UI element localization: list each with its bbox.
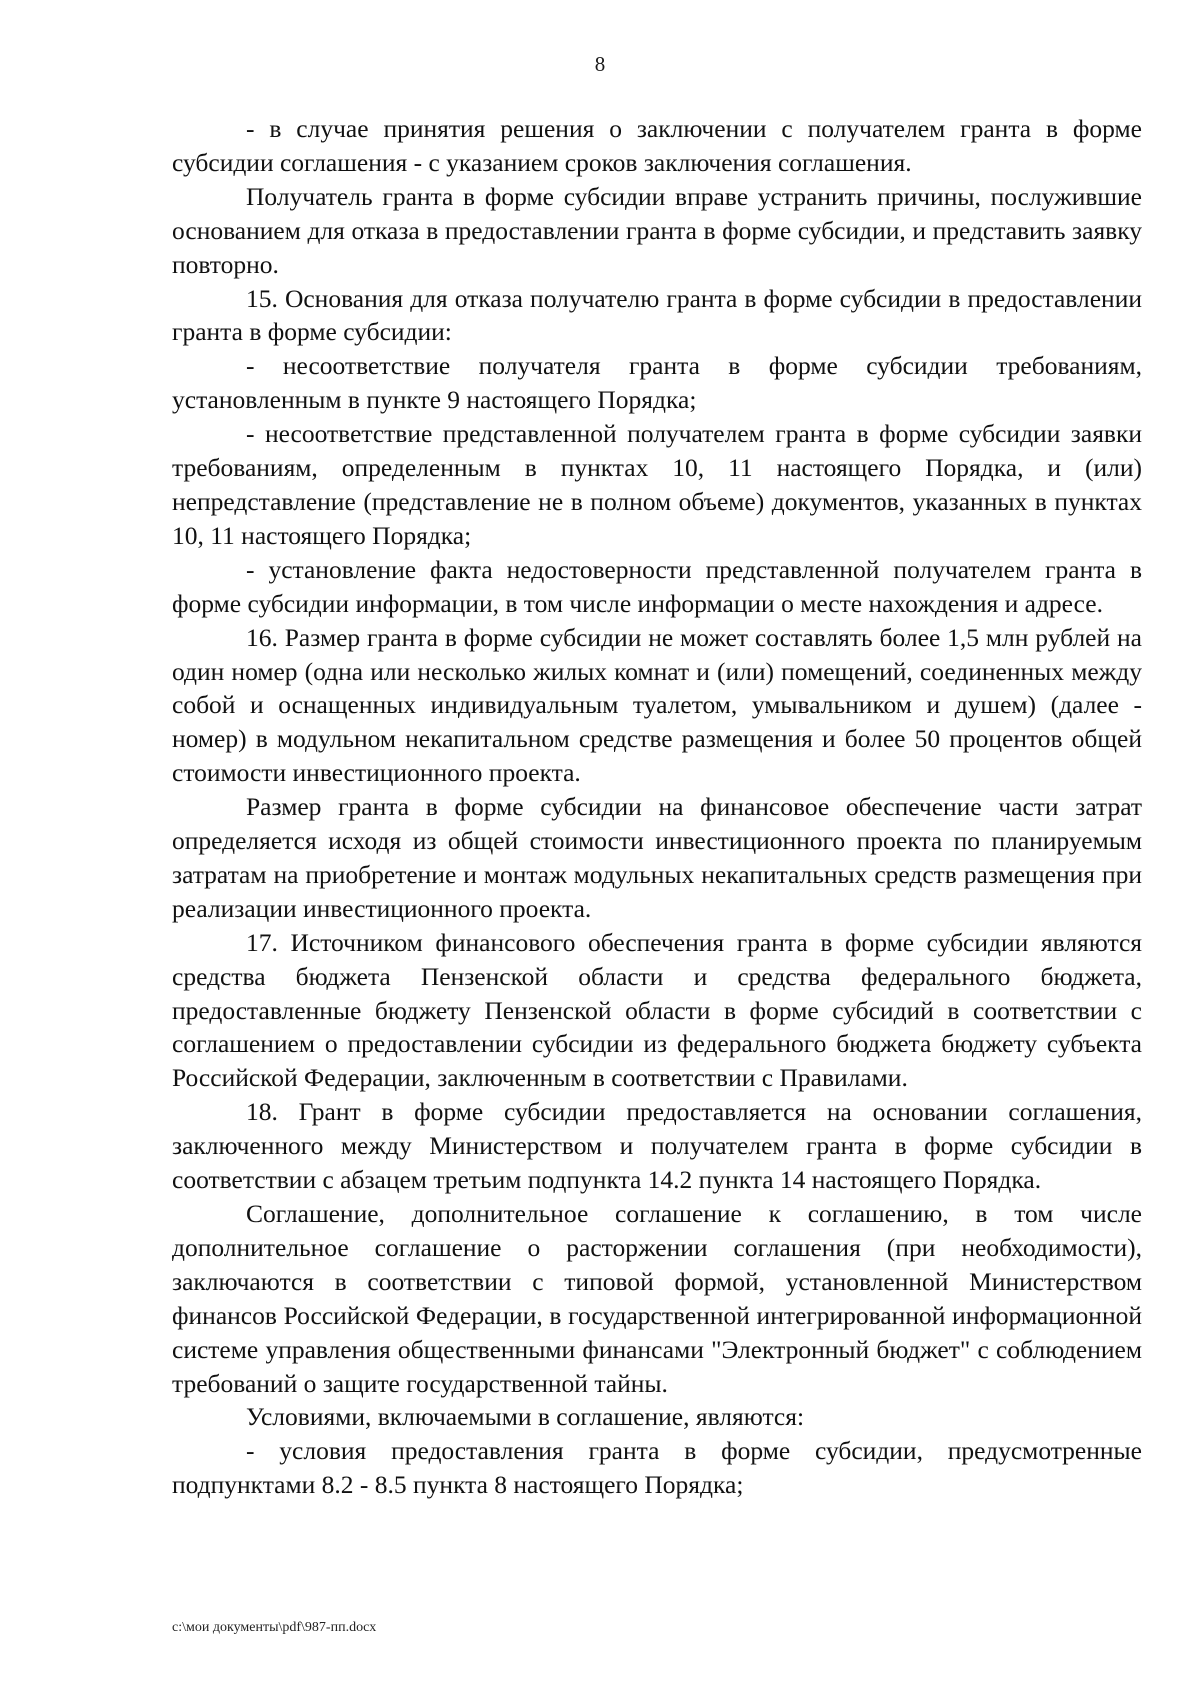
paragraph-refusal-reason-1: - несоответствие получателя гранта в форме субсидии требованиям, установленным в пункте 9 настоящего Порядка; xyxy=(172,351,1142,415)
paragraph-resubmit-right: Получатель гранта в форме субсидии вправе устранить причины, послужившие основанием для отказа в предоставлении гранта в форме субсидии, и представить заявку повторно. xyxy=(172,181,1142,279)
document-body xyxy=(172,112,1142,1502)
paragraph-refusal-reason-2: - несоответствие представленной получателем гранта в форме субсидии заявки требованиям, определенным в пунктах 10, 11 настоящего Порядка, и (или) непредставление (представление не в полном объеме) документов, указанных в пунктах 10, 11 настоящего Порядка; xyxy=(172,419,1142,550)
paragraph-grant-size: Размер гранта в форме субсидии на финансовое обеспечение части затрат определяется исходя из общей стоимости инвестиционного проекта по планируемым затратам на приобретение и монтаж модульных некапитальных средств размещения при реализации инвестиционного проекта. xyxy=(172,792,1142,923)
paragraph-item-16: 16. Размер гранта в форме субсидии не может составлять более 1,5 млн рублей на один номер (одна или несколько жилых комнат и (или) помещений, соединенных между собой и оснащенных индивидуальным туалетом, умывальником и душем) (далее - номер) в модульном некапитальном средстве размещения и более 50 процентов общей стоимости инвестиционного проекта. xyxy=(172,622,1142,788)
paragraph-refusal-reason-3: - установление факта недостоверности представленной получателем гранта в форме субсидии информации, в том числе информации о месте нахождения и адресе. xyxy=(172,554,1142,618)
page-number: 8 xyxy=(594,52,606,76)
paragraph-condition-1: - условия предоставления гранта в форме субсидии, предусмотренные подпунктами 8.2 - 8.5 пункта 8 настоящего Порядка; xyxy=(172,1436,1142,1500)
paragraph-item-18: 18. Грант в форме субсидии предоставляется на основании соглашения, заключенного между Министерством и получателем гранта в форме субсидии в соответствии с абзацем третьим подпункта 14.2 пункта 14 настоящего Порядка. xyxy=(172,1097,1142,1195)
paragraph-item-15: 15. Основания для отказа получателю гранта в форме субсидии в предоставлении гранта в форме субсидии: xyxy=(172,283,1142,347)
footer-file-path: c:\мои документы\pdf\987-пп.docx xyxy=(172,1620,377,1635)
paragraph-agreement-form: Соглашение, дополнительное соглашение к соглашению, в том числе дополнительное соглашение о расторжении соглашения (при необходимости), заключаются в соответствии с типовой формой, установленной Министерством финансов Российской Федерации, в государственной интегрированной информационной системе управления общественными финансами "Электронный бюджет" с соблюдением требований о защите государственной тайны. xyxy=(172,1199,1142,1398)
paragraph-decision-clause: - в случае принятия решения о заключении с получателем гранта в форме субсидии соглашения - с указанием сроков заключения соглашения. xyxy=(172,114,1142,177)
paragraph-item-17: 17. Источником финансового обеспечения гранта в форме субсидии являются средства бюджета Пензенской области и средства федерального бюджета, предоставленные бюджету Пензенской области в форме субсидий в соответствии с соглашением о предоставлении субсидии из федерального бюджета бюджету субъекта Российской Федерации, заключенным в соответствии с Правилами. xyxy=(172,927,1142,1093)
paragraph-agreement-conditions: Условиями, включаемыми в соглашение, являются: xyxy=(246,1402,805,1432)
